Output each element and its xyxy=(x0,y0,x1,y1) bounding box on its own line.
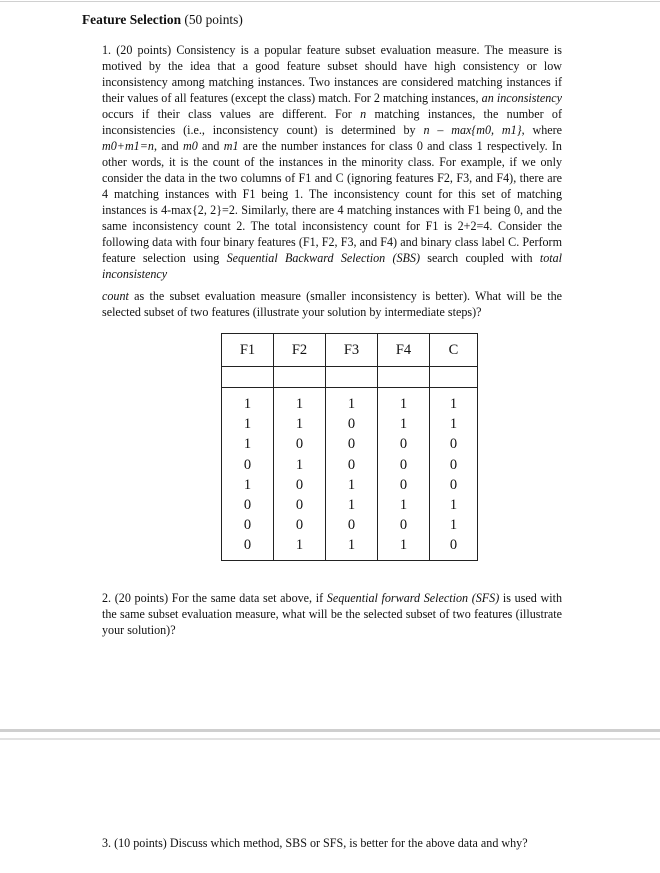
q1-text: search coupled with xyxy=(420,251,540,265)
table-header-row xyxy=(222,334,478,367)
spacer-cell xyxy=(326,367,378,388)
column-c-values: 1 1 0 0 0 1 1 0 xyxy=(430,388,478,561)
header-f3: F3 xyxy=(326,334,378,367)
page-separator xyxy=(0,729,660,732)
q1-text: , and xyxy=(153,139,183,153)
column-f2-values: 1 1 0 1 0 0 0 1 xyxy=(274,388,326,561)
header-c: C xyxy=(430,334,478,367)
column-f3-values: 1 0 0 0 1 1 0 1 xyxy=(326,388,378,561)
question-3 xyxy=(102,835,562,851)
question-2 xyxy=(102,590,562,638)
question-1 xyxy=(102,42,562,282)
q1-em-count: count xyxy=(102,289,129,303)
q1-formula: n – max{m0, m1} xyxy=(423,123,522,137)
question-1-continued xyxy=(102,288,562,320)
column-f1-values: 1 1 1 0 1 0 0 0 xyxy=(222,388,274,561)
q1-var-m1: m1 xyxy=(223,139,239,153)
table-spacer-row xyxy=(222,367,478,388)
section-points: (50 points) xyxy=(184,12,243,27)
top-border xyxy=(0,1,660,2)
q1-text: as the subset evaluation measure (smaller inconsistency is better). What will be the selected subset of two features (illustrate your solution by intermediate steps)? xyxy=(102,289,562,319)
q1-total-inconsistency: total inconsistency xyxy=(102,251,563,281)
q1-text: , where xyxy=(521,123,563,137)
q1-var-m0: m0 xyxy=(182,139,198,153)
header-f2: F2 xyxy=(274,334,326,367)
data-table xyxy=(221,333,478,561)
section-heading xyxy=(82,12,243,28)
q1-sbs: Sequential Backward Selection (SBS) xyxy=(226,251,420,265)
q1-var-n: n xyxy=(360,107,367,121)
spacer-cell xyxy=(430,367,478,388)
section-title: Feature Selection xyxy=(82,12,182,27)
q1-formula-2: m0+m1=n xyxy=(102,139,154,153)
q2-text: 2. (20 points) For the same data set above, if xyxy=(102,591,327,605)
q1-text: matching instances, the number of inconsistencies (i.e., inconsistency count) is determined by xyxy=(102,107,562,137)
header-f4: F4 xyxy=(378,334,430,367)
header-f1: F1 xyxy=(222,334,274,367)
q1-text: 1. (20 points) Consistency is a popular feature subset evaluation measure. The measure is motived by the idea that a good feature subset should have high consistency or low inconsistency among matching instances. Two instances are considered matching instances if their values of all features (except the class) match. For 2 matching instances, xyxy=(102,43,562,105)
spacer-cell xyxy=(378,367,430,388)
q1-text: occurs if their class values are different. For xyxy=(102,107,361,121)
spacer-cell xyxy=(274,367,326,388)
page-separator-shadow xyxy=(0,738,660,740)
q2-text: is used with the same subset evaluation measure, what will be the selected subset of two features (illustrate your solution)? xyxy=(102,591,563,637)
q1-text: are the number instances for class 0 and class 1 respectively. In other words, it is the count of the instances in the minority class. For example, if we only consider the data in the two columns of F1 and C (ignoring features F2, F3, and F4), there are 4 matching instances with F1 being 1. The inconsistency count for this set of matching instances is 4-max{2, 2}=2. Similarly, there are 4 matching instances with F1 being 0, and the same inconsistency count 2. The total inconsistency count for F1 is 2+2=4. Consider the following data with four binary features (F1, F2, F3, and F4) and binary class label C. Perform feature selection using xyxy=(102,139,562,265)
q3-text: 3. (10 points) Discuss which method, SBS or SFS, is better for the above data and why? xyxy=(102,836,528,850)
spacer-cell xyxy=(222,367,274,388)
q1-text: and xyxy=(197,139,224,153)
q1-em-inconsistency: an inconsistency xyxy=(481,91,562,105)
q2-sfs: Sequential forward Selection (SFS) xyxy=(326,591,500,605)
table-data-row xyxy=(222,388,478,561)
column-f4-values: 1 1 0 0 0 1 0 1 xyxy=(378,388,430,561)
